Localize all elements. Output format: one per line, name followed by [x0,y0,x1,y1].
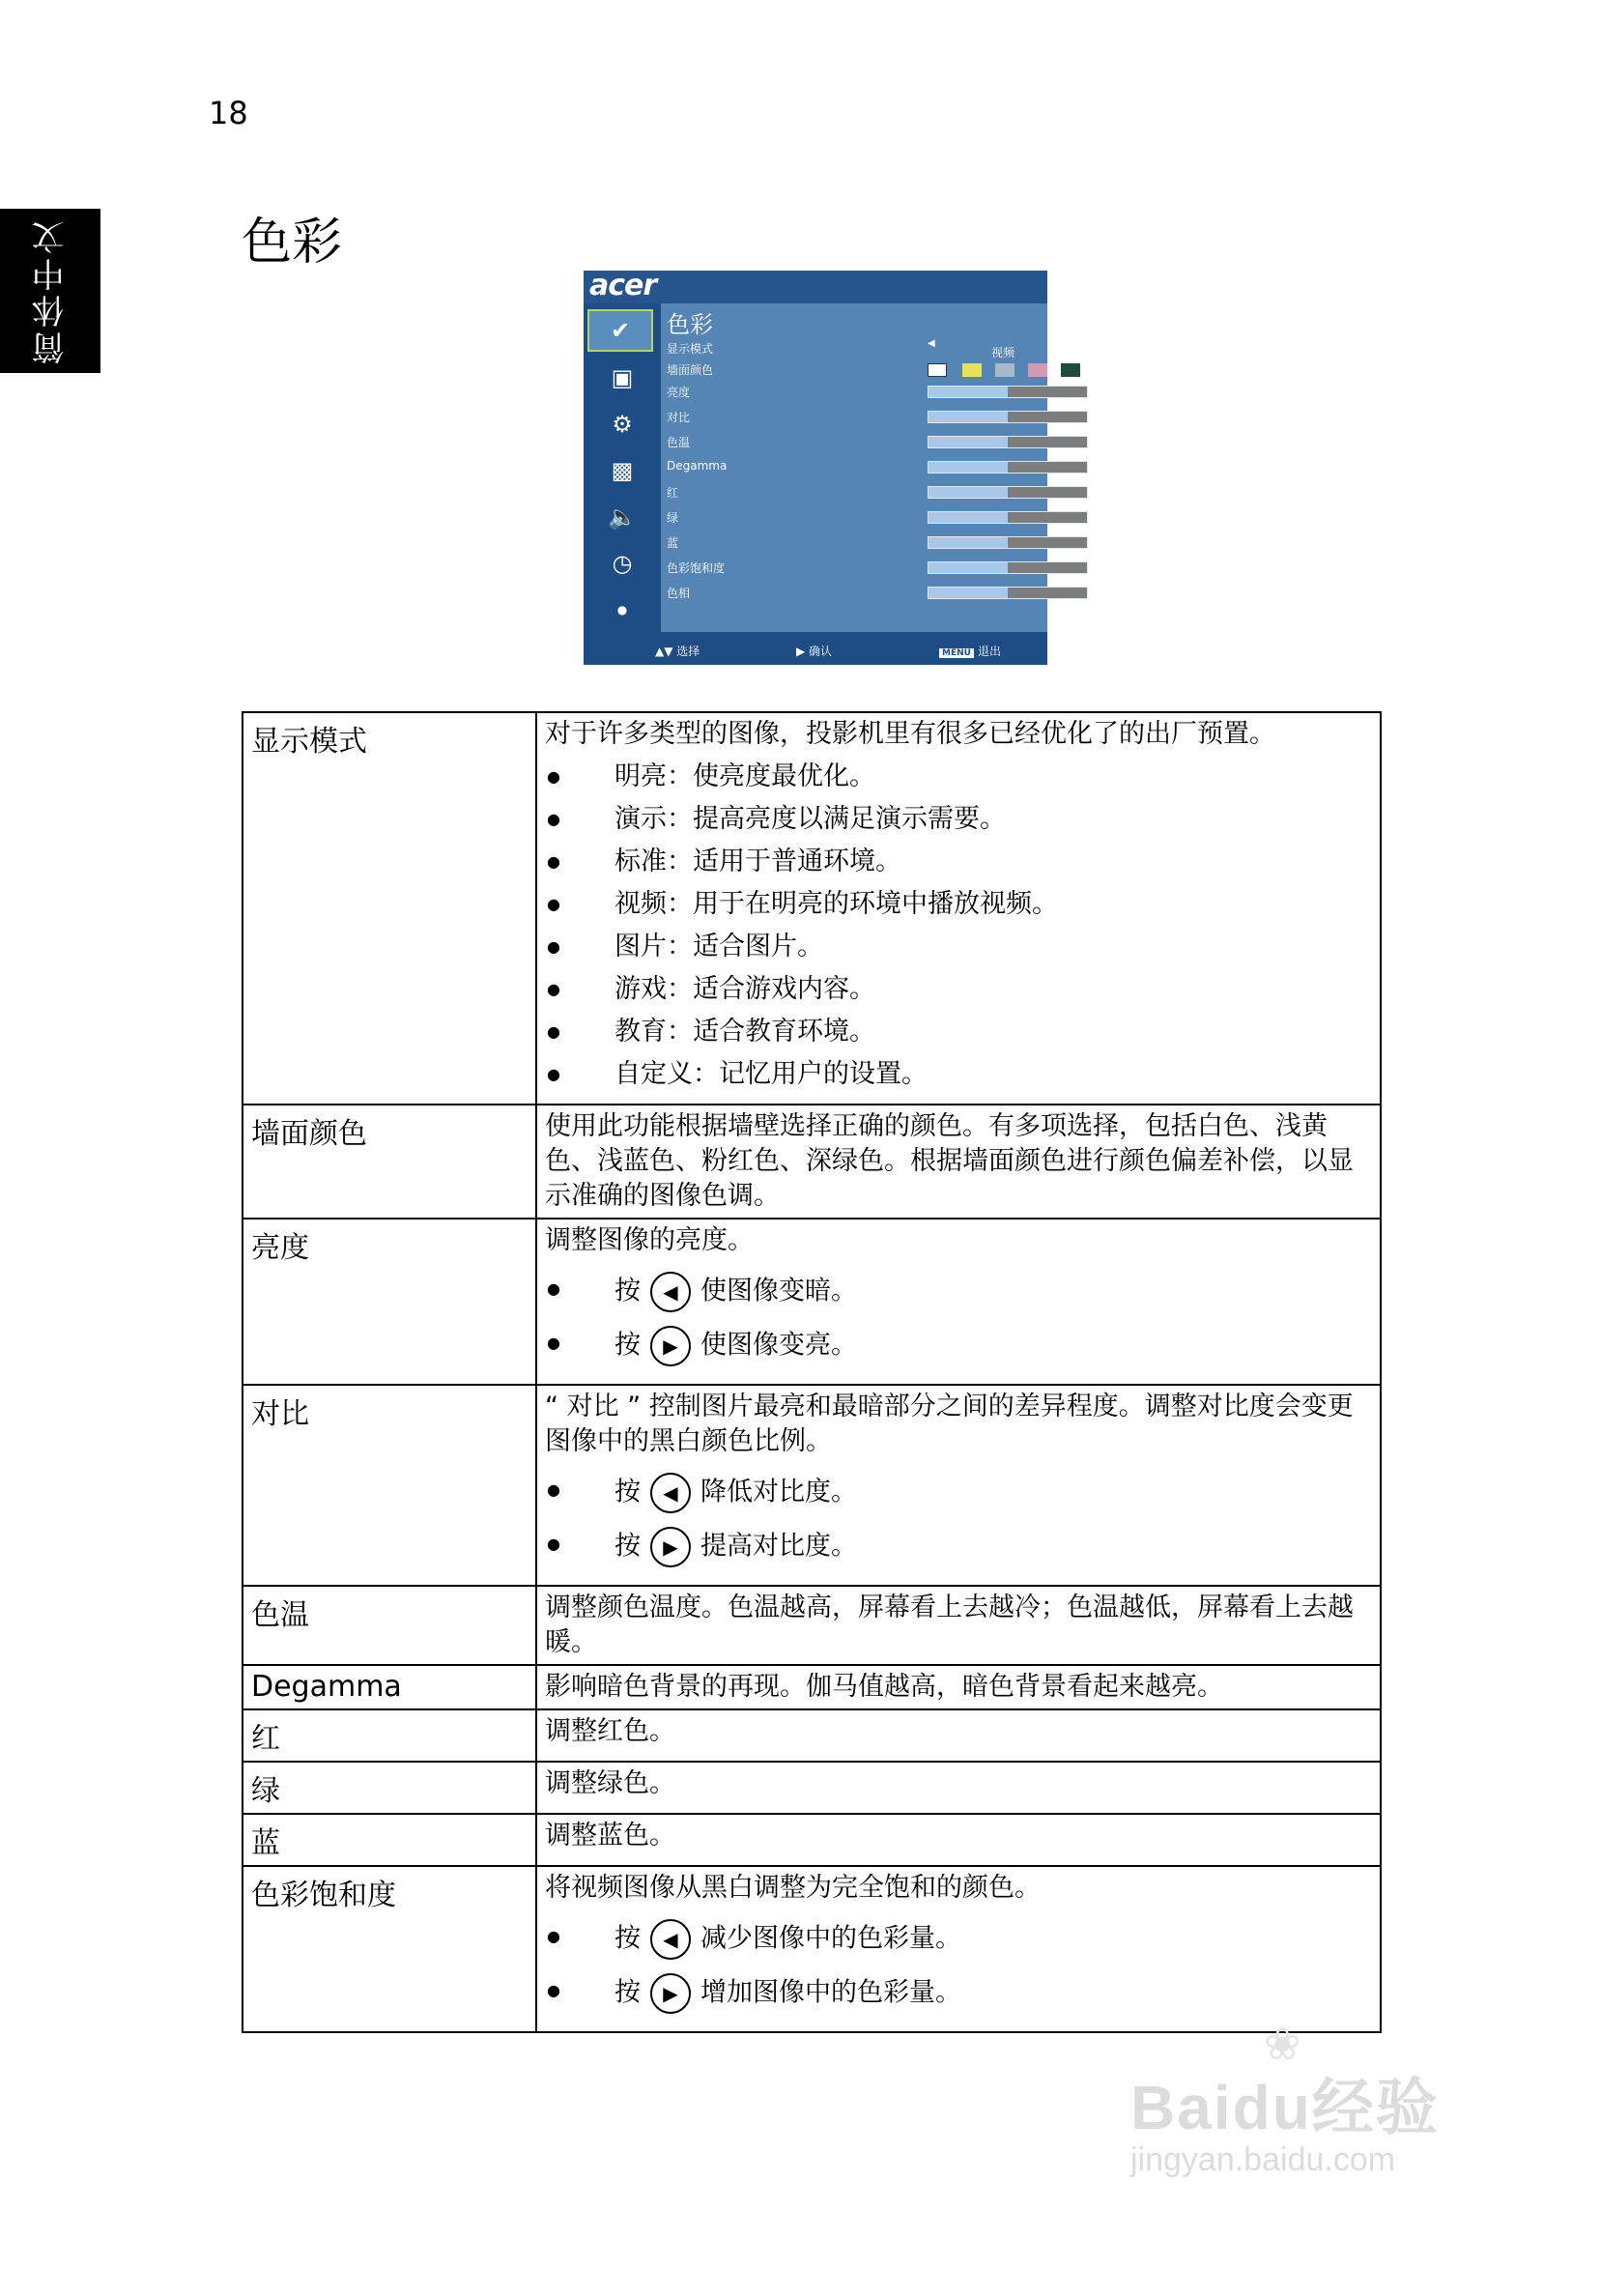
press-label: 按 [614,1276,641,1306]
desc-blue: 调整蓝色。 [536,1814,1381,1866]
press-label: 按 [614,1923,641,1954]
osd-hint-exit [939,643,1001,659]
osd-slider-fill [929,588,1008,598]
wall-color-light-blue-swatch[interactable] [995,363,1014,377]
press-label: 按 [614,1330,641,1361]
list-item [545,1527,1372,1567]
language-side-tab [0,209,100,373]
osd-row-display-mode[interactable] [663,338,1086,359]
osd-slider-fill [929,537,1008,548]
table-row [243,1385,1381,1586]
table-row [243,1762,1381,1814]
right-arrow-button-icon: ▶ [650,1527,691,1567]
osd-slider-row[interactable] [663,432,1125,453]
wall-color-dark-green-swatch[interactable] [1061,363,1080,377]
osd-slider-row[interactable] [663,507,1125,529]
term-blue: 蓝 [243,1814,536,1866]
osd-slider-label: 色相 [667,587,691,600]
wall-color-light-yellow-swatch[interactable] [962,363,982,377]
osd-hint-confirm-label: 确认 [809,645,833,658]
term-degamma: Degamma [243,1665,536,1709]
table-row [243,1586,1381,1665]
table-row [243,1709,1381,1762]
color-settings-table [242,711,1382,2033]
osd-slider-row[interactable] [663,558,1125,579]
left-arrow-button-icon: ◀ [650,1919,691,1960]
list-item: ● 教育：适合教育环境。 [545,1015,1372,1049]
osd-slider-bar[interactable] [928,436,1088,448]
list-item [545,1973,1372,2014]
list-item: ● 视频：用于在明亮的环境中播放视频。 [545,887,1372,922]
osd-slider-label: 色温 [667,436,691,449]
list-item [545,1473,1372,1513]
osd-slider-value: 50 [1111,560,1125,573]
term-color-temp: 色温 [243,1586,536,1665]
osd-slider-label: 对比 [667,411,691,424]
term-wall-color: 墙面颜色 [243,1105,536,1219]
desc-display-mode [536,712,1381,1105]
osd-slider-row[interactable] [663,457,1125,478]
osd-hint-select-label: 选择 [676,645,700,658]
desc-color-temp: 调整颜色温度。色温越高，屏幕看上去越冷；色温越低，屏幕看上去越暖。 [536,1586,1381,1665]
osd-slider-label: 蓝 [667,536,679,550]
osd-slider-bar[interactable] [928,486,1088,499]
desc-red: 调整红色。 [536,1709,1381,1762]
osd-slider-row[interactable] [663,407,1125,428]
osd-hint-exit-label: 退出 [977,645,1001,658]
osd-slider-fill [929,487,1008,498]
projector-icon[interactable]: ▩ [611,457,634,484]
osd-slider-value: 1 [1118,435,1125,447]
osd-slider-value: 50 [1111,586,1125,598]
osd-menu-screenshot [584,269,1125,665]
list-item: ● 标准：适用于普通环境。 [545,845,1372,879]
baidu-watermark [1130,2018,1440,2179]
list-item: ● 明亮：使亮度最优化。 [545,760,1372,794]
osd-label: 墙面颜色 [667,363,714,377]
press-label: 按 [614,1477,641,1507]
list-item [545,1326,1372,1366]
wall-color-pink-swatch[interactable] [1028,363,1047,377]
osd-slider-label: 色彩饱和度 [667,561,726,575]
osd-slider-label: Degamma [667,459,728,473]
term-brightness: 亮度 [243,1219,536,1385]
action-text: 提高对比度。 [700,1531,857,1562]
table-row [243,1105,1381,1219]
desc-wall-color: 使用此功能根据墙壁选择正确的颜色。有多项选择，包括白色、浅黄色、浅蓝色、粉红色、深绿色。根据墙面颜色进行颜色偏差补偿，以显示准确的图像色调。 [536,1105,1381,1219]
term-contrast: 对比 [243,1385,536,1586]
acer-logo: acer [589,269,657,302]
language-side-tab-label: 简体中文 [31,217,71,364]
action-text: 使图像变暗。 [700,1276,857,1306]
list-item [545,1272,1372,1312]
osd-slider-label: 亮度 [667,386,691,399]
press-label: 按 [614,1977,641,2008]
left-arrow-button-icon: ◀ [650,1473,691,1513]
table-row [243,1665,1381,1709]
list-item [545,1919,1372,1960]
desc-green: 调整绿色。 [536,1762,1381,1814]
osd-header-bar [584,271,1047,303]
action-text: 使图像变亮。 [700,1330,857,1361]
osd-slider-fill [929,562,1008,573]
list-item: ● 图片：适合图片。 [545,930,1372,964]
desc-degamma: 影响暗色背景的再现。伽马值越高，暗色背景看起来越亮。 [536,1665,1381,1709]
section-title: 色彩 [242,214,343,272]
osd-slider-label: 绿 [667,511,679,525]
osd-slider-fill [929,437,1008,447]
term-saturation: 色彩饱和度 [243,1866,536,2032]
osd-slider-bar[interactable] [928,411,1088,423]
osd-hint-select: ▲▼ 选择 [655,645,700,658]
term-display-mode: 显示模式 [243,712,536,1105]
page-number: 18 [209,95,248,131]
osd-slider-bar[interactable] [928,561,1088,574]
osd-slider-bar[interactable] [928,511,1088,524]
watermark-main: Baidu经验 [1130,2073,1440,2142]
osd-slider-row[interactable] [663,482,1125,503]
table-row [243,1219,1381,1385]
list-item: ● 游戏：适合游戏内容。 [545,972,1372,1007]
osd-slider-bar[interactable] [928,461,1088,474]
language-icon[interactable]: ● [616,603,628,617]
list-item: ● 演示：提高亮度以满足演示需要。 [545,802,1372,837]
osd-sidebar [584,303,661,632]
osd-display-mode-value: 视频 [991,346,1015,359]
osd-slider-row[interactable] [663,583,1125,604]
osd-hint-confirm: ▶ 确认 [796,645,833,658]
desc-intro: 对于许多类型的图像，投影机里有很多已经优化了的出厂预置。 [545,719,1275,749]
clock-icon[interactable]: ◷ [612,550,633,577]
table-row [243,1866,1381,2032]
osd-slider-row[interactable] [663,382,1125,403]
osd-slider-fill [929,412,1008,422]
action-text: 降低对比度。 [700,1477,857,1507]
osd-slider-value: 100 [1104,535,1125,548]
osd-row-wall-color[interactable] [663,359,1047,381]
table-row [243,712,1381,1105]
press-label: 按 [614,1531,641,1562]
right-arrow-button-icon: ▶ [650,1326,691,1366]
osd-slider-value: 100 [1104,485,1125,498]
osd-right-arrow-icon[interactable]: ▶ [1078,338,1086,349]
speaker-icon[interactable]: 🔈 [608,503,637,531]
desc-intro: 将视频图像从黑白调整为完全饱和的颜色。 [545,1873,1041,1903]
osd-slider-value: 100 [1104,510,1125,523]
osd-slider-value: 3 [1118,460,1125,473]
table-row [243,1814,1381,1866]
osd-slider-value: 60 [1111,385,1125,397]
desc-contrast [536,1385,1381,1586]
image-icon[interactable]: ▣ [611,364,634,391]
osd-slider-bar[interactable] [928,587,1088,599]
wall-color-white-swatch[interactable] [928,363,947,377]
osd-slider-row[interactable] [663,532,1125,554]
osd-footer [584,632,1047,665]
desc-saturation [536,1866,1381,2032]
menu-key-icon: MENU [939,648,974,658]
osd-slider-label: 红 [667,486,679,500]
desc-brightness [536,1219,1381,1385]
osd-slider-fill [929,512,1008,523]
osd-slider-bar[interactable] [928,536,1088,549]
term-red: 红 [243,1709,536,1762]
palette-icon[interactable]: ✔ [587,309,653,352]
term-green: 绿 [243,1762,536,1814]
desc-intro: 调整图像的亮度。 [545,1225,754,1255]
action-text: 增加图像中的色彩量。 [700,1977,961,2008]
list-item: ● 自定义：记忆用户的设置。 [545,1057,1372,1092]
osd-slider-fill [929,462,1008,473]
action-text: 减少图像中的色彩量。 [700,1923,961,1954]
settings-icon[interactable]: ⚙ [612,411,633,438]
osd-slider-bar[interactable] [928,386,1088,398]
osd-left-arrow-icon[interactable]: ◀ [928,338,935,349]
osd-slider-fill [929,387,1008,397]
osd-slider-value: 50 [1111,410,1125,422]
right-arrow-button-icon: ▶ [650,1973,691,2014]
paw-icon: ❀ [1264,2018,1301,2070]
watermark-url: jingyan.baidu.com [1130,2141,1396,2178]
left-arrow-button-icon: ◀ [650,1272,691,1312]
desc-intro: “ 对比 ” 控制图片最亮和最暗部分之间的差异程度。调整对比度会变更图像中的黑白颜色比例。 [545,1392,1354,1456]
osd-label: 显示模式 [667,342,714,356]
osd-title: 色彩 [667,311,713,338]
